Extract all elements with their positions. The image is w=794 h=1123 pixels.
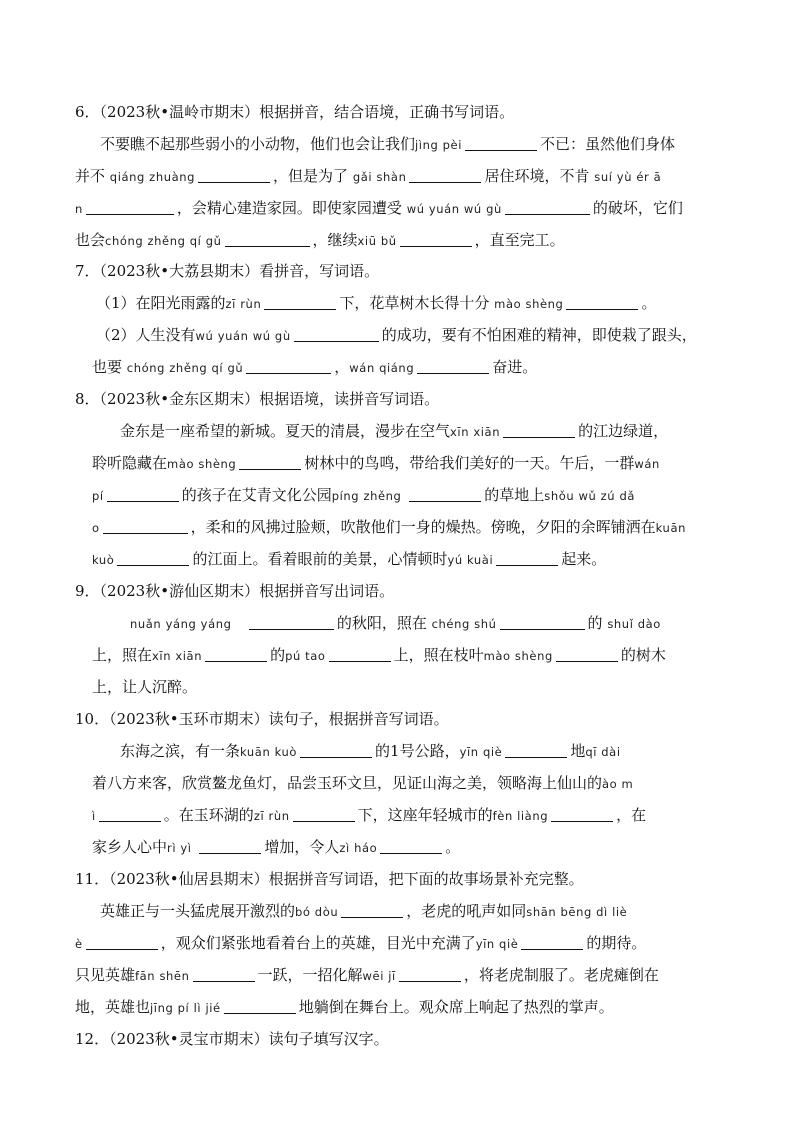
text: ，在: [616, 806, 647, 824]
answer-blank[interactable]: [566, 289, 638, 310]
q11-line-3: [75, 959, 725, 991]
text: 的江面上。看着眼前的美景，心情顿时: [192, 550, 448, 568]
pinyin: zī rùn: [253, 809, 290, 823]
text: 下，这座年轻城市的: [357, 806, 493, 824]
pinyin: wán: [634, 457, 660, 471]
answer-blank[interactable]: [225, 226, 310, 247]
q6-line-2: [75, 160, 725, 192]
answer-blank[interactable]: [329, 641, 391, 662]
answer-blank[interactable]: [264, 289, 336, 310]
text: 金东是一座希望的新城。夏天的清晨，漫步在空气: [120, 422, 451, 440]
q9-heading-text: 9．（2023秋•游仙区期末）根据拼音写出词语。: [75, 582, 395, 600]
q9-line-2: [92, 639, 742, 671]
pinyin: ì: [92, 809, 96, 823]
answer-blank[interactable]: [400, 226, 472, 247]
text: ，继续: [312, 231, 358, 249]
q8-line-5: [92, 543, 742, 575]
pinyin: chéng shú: [431, 617, 497, 631]
q11-heading: [75, 863, 725, 895]
text: 上，照在: [92, 646, 153, 664]
pinyin: pú tao: [285, 649, 326, 663]
text: 的: [270, 646, 286, 664]
answer-blank[interactable]: [224, 993, 296, 1014]
pinyin: ào m: [602, 777, 634, 791]
pinyin: shǒu wǔ zú dǎ: [544, 489, 635, 503]
pinyin: shān bēng dì liè: [526, 905, 628, 919]
pinyin: zī rùn: [225, 297, 262, 311]
text: 英雄正与一头猛虎展开激烈的: [100, 902, 296, 920]
pinyin: wú yuán wú gù: [195, 329, 291, 343]
pinyin: suí yù ér ā: [594, 170, 662, 184]
q8-line-4: [92, 511, 742, 543]
text: 的成功，要有不怕困难的精神，即使栽了跟头，: [381, 326, 697, 344]
q8-line-3: [92, 479, 742, 511]
q8-heading-text: 8．（2023秋•金东区期末）根据语境，读拼音写词语。: [75, 390, 440, 408]
pinyin: yīn qiè: [475, 937, 519, 951]
answer-blank[interactable]: [417, 353, 489, 374]
answer-blank[interactable]: [205, 641, 267, 662]
text: 增加，令人: [264, 838, 340, 856]
q6-line-1: [100, 128, 750, 160]
q7-line-2: [96, 319, 746, 351]
pinyin: chóng zhěng qí gǔ: [126, 361, 244, 375]
pinyin: o: [92, 521, 100, 535]
q11-line-1: [100, 895, 750, 927]
pinyin: qiáng zhuàng: [109, 170, 196, 184]
text: 着八方来客，欣赏鳌龙鱼灯，品尝玉环文旦，见证山海之美，领略海上仙山的: [92, 774, 603, 792]
text: 起来。: [561, 550, 607, 568]
text: 地，英雄也: [75, 998, 151, 1016]
text: 不已：虽然他们身体: [540, 135, 676, 153]
pinyin: xīn xiān: [450, 425, 501, 439]
pinyin: fèn liàng: [492, 809, 549, 823]
answer-blank[interactable]: [199, 833, 261, 854]
pinyin: jìng pèi: [415, 138, 463, 152]
text: 。: [641, 294, 657, 312]
text: 一跃，一招化解: [257, 966, 363, 984]
pinyin: fān shēn: [135, 969, 190, 983]
answer-blank[interactable]: [399, 961, 461, 982]
text: 不要瞧不起那些弱小的小动物，他们也会让我们: [100, 135, 416, 153]
answer-blank[interactable]: [496, 545, 558, 566]
text: 的秋阳，照在: [336, 614, 427, 632]
answer-blank[interactable]: [86, 194, 174, 215]
pinyin: yú kuài: [447, 553, 494, 567]
text: ，: [334, 358, 350, 376]
pinyin: xīn xiān: [152, 649, 203, 663]
text: 树林中的鸟鸣，带给我们美好的一天。午后，一群: [304, 454, 635, 472]
text: 居住环境，不肯: [484, 167, 590, 185]
answer-blank[interactable]: [521, 929, 583, 950]
pinyin: nuǎn yáng yáng: [130, 617, 232, 631]
answer-blank[interactable]: [505, 737, 567, 758]
text: 地: [570, 742, 586, 760]
q10-line-2: [92, 767, 742, 799]
q9-heading: [75, 575, 725, 607]
answer-blank[interactable]: [107, 481, 179, 502]
text: 并不: [75, 167, 106, 185]
text: 。在玉环湖的: [163, 806, 254, 824]
answer-blank[interactable]: [103, 513, 188, 534]
answer-blank[interactable]: [505, 194, 590, 215]
pinyin: wán qiáng: [349, 361, 415, 375]
pinyin: kuān kuò: [240, 745, 298, 759]
pinyin: bó dòu: [295, 905, 339, 919]
answer-blank[interactable]: [300, 737, 372, 758]
answer-blank[interactable]: [556, 641, 618, 662]
text: 奋进。: [492, 358, 538, 376]
answer-blank[interactable]: [341, 897, 403, 918]
answer-blank[interactable]: [249, 609, 334, 630]
answer-blank[interactable]: [239, 449, 301, 470]
pinyin: pí: [92, 489, 104, 503]
q8-line-1: [120, 415, 770, 447]
text: ，老虎的吼声如同: [406, 902, 527, 920]
text: 地躺倒在舞台上。观众席上响起了热烈的掌声。: [298, 998, 614, 1016]
text: ，将老虎制服了。老虎瘫倒在: [463, 966, 659, 984]
text: ，柔和的风拂过脸颊，吹散他们一身的燥热。傍晚，夕阳的余晖铺洒在: [190, 518, 656, 536]
q11-line-4: [75, 991, 725, 1023]
text: ，会精心建造家园。即使家园遭受: [176, 199, 402, 217]
q8-line-2: [92, 447, 742, 479]
pinyin: gǎi shàn: [352, 170, 407, 184]
answer-blank[interactable]: [409, 481, 481, 502]
pinyin: qī dài: [585, 745, 621, 759]
text: 的树木: [620, 646, 666, 664]
text: 。: [445, 838, 461, 856]
text: 下，花草树木长得十分: [339, 294, 490, 312]
q10-line-3: [92, 799, 742, 831]
pinyin: mào shèng: [494, 297, 564, 311]
pinyin: kuò: [92, 553, 115, 567]
q9-line-1: [130, 607, 780, 639]
pinyin: kuān: [655, 521, 686, 535]
answer-blank[interactable]: [246, 353, 331, 374]
text: 的1号公路，: [375, 742, 460, 760]
pinyin: yīn qiè: [459, 745, 503, 759]
text: （2）人生没有: [96, 326, 196, 344]
q6-heading-text: 6．（2023秋•温岭市期末）根据拼音，结合语境，正确书写词语。: [75, 103, 515, 121]
q10-heading: [75, 703, 725, 735]
pinyin: rì yì: [167, 841, 192, 855]
q7-heading: [75, 255, 725, 287]
answer-blank[interactable]: [293, 801, 355, 822]
text: ，直至完工。: [474, 231, 565, 249]
q12-heading: [75, 1023, 725, 1055]
text: 也会: [75, 231, 106, 249]
pinyin: chóng zhěng qí gǔ: [105, 234, 222, 248]
answer-blank[interactable]: [193, 961, 255, 982]
answer-blank[interactable]: [99, 801, 161, 822]
q7-line-3: [92, 351, 742, 383]
text: 的: [587, 614, 603, 632]
text: 的孩子在艾青文化公园: [181, 486, 332, 504]
q7-heading-text: 7．（2023秋•大荔县期末）看拼音，写词语。: [75, 262, 380, 280]
q10-line-1: [120, 735, 770, 767]
pinyin: è: [75, 937, 83, 951]
answer-blank[interactable]: [117, 545, 189, 566]
text: 的草地上: [484, 486, 545, 504]
answer-blank[interactable]: [198, 162, 270, 183]
pinyin: wú yuán wú gù: [406, 202, 502, 216]
text: 上，让人沉醉。: [92, 678, 198, 696]
answer-blank[interactable]: [503, 417, 575, 438]
pinyin: zì háo: [339, 841, 378, 855]
text: 聆听隐藏在: [92, 454, 168, 472]
answer-blank[interactable]: [86, 929, 158, 950]
text: 东海之滨，有一条: [120, 742, 241, 760]
q12-heading-text: 12．（2023秋•灵宝市期末）读句子填写汉字。: [75, 1030, 389, 1048]
q10-line-4: [92, 831, 742, 863]
q6-line-3: [75, 192, 725, 224]
q7-line-1: [96, 287, 746, 319]
pinyin: mào shèng: [483, 649, 553, 663]
q6-line-4: [75, 224, 725, 256]
text: 的江边绿道，: [578, 422, 669, 440]
q6-heading: [75, 96, 725, 128]
answer-blank[interactable]: [294, 321, 379, 342]
pinyin: píng zhěng: [331, 489, 402, 503]
pinyin: shuǐ dào: [607, 617, 661, 631]
pinyin: wēi jī: [362, 969, 396, 983]
answer-blank[interactable]: [409, 162, 481, 183]
text: 只见英雄: [75, 966, 136, 984]
q9-line-3: [92, 671, 742, 703]
answer-blank[interactable]: [500, 609, 585, 630]
q8-heading: [75, 383, 725, 415]
pinyin: jīng pí lì jié: [150, 1001, 221, 1015]
text: 家乡人心中: [92, 838, 168, 856]
pinyin: n: [75, 202, 83, 216]
pinyin: mào shèng: [167, 457, 237, 471]
text: 的期待。: [586, 934, 647, 952]
answer-blank[interactable]: [551, 801, 613, 822]
text: ，但是为了: [273, 167, 349, 185]
text: 的破坏，它们: [592, 199, 683, 217]
answer-blank[interactable]: [465, 130, 537, 151]
text: （1）在阳光雨露的: [96, 294, 226, 312]
text: 也要: [92, 358, 123, 376]
answer-blank[interactable]: [380, 833, 442, 854]
q11-heading-text: 11．（2023秋•仙居县期末）根据拼音写词语，把下面的故事场景补充完整。: [75, 870, 584, 888]
text: ，观众们紧张地看着台上的英雄，目光中充满了: [160, 934, 476, 952]
q11-line-2: [75, 927, 725, 959]
q10-heading-text: 10．（2023秋•玉环市期末）读句子，根据拼音写词语。: [75, 710, 449, 728]
pinyin: xiū bǔ: [357, 234, 397, 248]
text: 上，照在枝叶: [393, 646, 484, 664]
